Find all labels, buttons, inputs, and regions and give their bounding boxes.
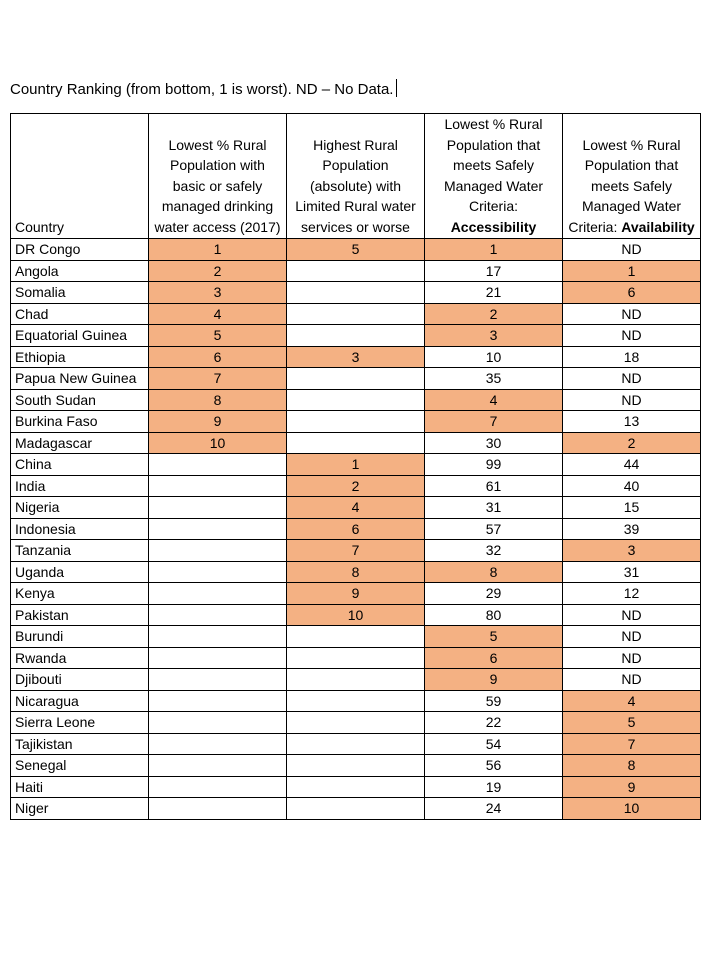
availability-cell: 10 [563, 798, 701, 820]
limited-services-cell [287, 647, 425, 669]
country-cell: Rwanda [11, 647, 149, 669]
table-row [11, 733, 701, 755]
header-row [11, 114, 701, 239]
accessibility-cell: 99 [425, 454, 563, 476]
accessibility-cell: 22 [425, 712, 563, 734]
table-row [11, 411, 701, 433]
basic-access-cell: 2 [149, 260, 287, 282]
limited-services-cell [287, 690, 425, 712]
limited-services-cell: 3 [287, 346, 425, 368]
country-ranking-table [10, 113, 701, 820]
text-cursor [396, 79, 397, 97]
availability-cell: ND [563, 325, 701, 347]
header-basic-access: Lowest % Rural Population with basic or safely managed drinking water access (2017) [149, 114, 287, 239]
availability-cell: ND [563, 604, 701, 626]
limited-services-cell: 9 [287, 583, 425, 605]
basic-access-cell: 3 [149, 282, 287, 304]
table-row [11, 626, 701, 648]
accessibility-cell: 3 [425, 325, 563, 347]
country-cell: Nigeria [11, 497, 149, 519]
availability-cell: 2 [563, 432, 701, 454]
accessibility-cell: 17 [425, 260, 563, 282]
limited-services-cell [287, 733, 425, 755]
table-row [11, 239, 701, 261]
country-cell: Kenya [11, 583, 149, 605]
country-cell: Uganda [11, 561, 149, 583]
limited-services-cell [287, 411, 425, 433]
limited-services-cell: 4 [287, 497, 425, 519]
availability-cell: 15 [563, 497, 701, 519]
accessibility-cell: 59 [425, 690, 563, 712]
table-row [11, 669, 701, 691]
accessibility-cell: 6 [425, 647, 563, 669]
country-cell: Nicaragua [11, 690, 149, 712]
table-row [11, 346, 701, 368]
accessibility-cell: 24 [425, 798, 563, 820]
availability-cell: ND [563, 669, 701, 691]
limited-services-cell: 7 [287, 540, 425, 562]
country-cell: Angola [11, 260, 149, 282]
accessibility-cell: 10 [425, 346, 563, 368]
availability-cell: 9 [563, 776, 701, 798]
table-row [11, 540, 701, 562]
table-row [11, 712, 701, 734]
limited-services-cell [287, 798, 425, 820]
table-row [11, 325, 701, 347]
availability-cell: 3 [563, 540, 701, 562]
accessibility-cell: 8 [425, 561, 563, 583]
table-row [11, 432, 701, 454]
basic-access-cell [149, 604, 287, 626]
country-cell: South Sudan [11, 389, 149, 411]
availability-cell: 4 [563, 690, 701, 712]
accessibility-cell: 30 [425, 432, 563, 454]
limited-services-cell [287, 325, 425, 347]
header-availability [563, 114, 701, 239]
basic-access-cell: 7 [149, 368, 287, 390]
availability-cell: ND [563, 303, 701, 325]
basic-access-cell: 8 [149, 389, 287, 411]
caption-text: Country Ranking (from bottom, 1 is worst). ND – No Data. [10, 81, 394, 98]
header-accessibility-prefix: Lowest % Rural Population that meets Safely Managed Water Criteria: [443, 116, 544, 214]
availability-cell: 18 [563, 346, 701, 368]
availability-cell: 7 [563, 733, 701, 755]
header-country: Country [11, 114, 149, 239]
table-row [11, 561, 701, 583]
limited-services-cell: 2 [287, 475, 425, 497]
country-cell: Djibouti [11, 669, 149, 691]
basic-access-cell [149, 518, 287, 540]
basic-access-cell [149, 690, 287, 712]
basic-access-cell [149, 540, 287, 562]
basic-access-cell [149, 776, 287, 798]
accessibility-cell: 57 [425, 518, 563, 540]
country-cell: Ethiopia [11, 346, 149, 368]
header-accessibility [425, 114, 563, 239]
accessibility-cell: 80 [425, 604, 563, 626]
table-row [11, 798, 701, 820]
country-cell: DR Congo [11, 239, 149, 261]
table-row [11, 260, 701, 282]
accessibility-cell: 35 [425, 368, 563, 390]
availability-cell: 40 [563, 475, 701, 497]
limited-services-cell: 6 [287, 518, 425, 540]
availability-cell: 31 [563, 561, 701, 583]
header-availability-bold: Availability [621, 218, 695, 235]
table-row [11, 389, 701, 411]
country-cell: Tajikistan [11, 733, 149, 755]
availability-cell: ND [563, 368, 701, 390]
country-cell: Burkina Faso [11, 411, 149, 433]
availability-cell: ND [563, 647, 701, 669]
country-cell: Niger [11, 798, 149, 820]
availability-cell: 6 [563, 282, 701, 304]
country-cell: Tanzania [11, 540, 149, 562]
accessibility-cell: 54 [425, 733, 563, 755]
accessibility-cell: 9 [425, 669, 563, 691]
availability-cell: 1 [563, 260, 701, 282]
table-row [11, 690, 701, 712]
basic-access-cell [149, 561, 287, 583]
limited-services-cell [287, 712, 425, 734]
availability-cell: ND [563, 239, 701, 261]
country-cell: Somalia [11, 282, 149, 304]
basic-access-cell [149, 733, 287, 755]
table-row [11, 303, 701, 325]
accessibility-cell: 32 [425, 540, 563, 562]
table-caption [10, 79, 397, 100]
accessibility-cell: 19 [425, 776, 563, 798]
table-row [11, 518, 701, 540]
accessibility-cell: 29 [425, 583, 563, 605]
country-cell: China [11, 454, 149, 476]
table-row [11, 454, 701, 476]
limited-services-cell: 1 [287, 454, 425, 476]
country-cell: Equatorial Guinea [11, 325, 149, 347]
accessibility-cell: 21 [425, 282, 563, 304]
accessibility-cell: 2 [425, 303, 563, 325]
accessibility-cell: 5 [425, 626, 563, 648]
table-row [11, 776, 701, 798]
basic-access-cell [149, 755, 287, 777]
basic-access-cell [149, 647, 287, 669]
limited-services-cell: 10 [287, 604, 425, 626]
limited-services-cell [287, 282, 425, 304]
basic-access-cell [149, 475, 287, 497]
limited-services-cell [287, 303, 425, 325]
accessibility-cell: 61 [425, 475, 563, 497]
table-body [11, 239, 701, 820]
limited-services-cell [287, 626, 425, 648]
table-row [11, 755, 701, 777]
table-row [11, 282, 701, 304]
basic-access-cell: 10 [149, 432, 287, 454]
table-row [11, 604, 701, 626]
availability-cell: 39 [563, 518, 701, 540]
availability-cell: 5 [563, 712, 701, 734]
basic-access-cell: 9 [149, 411, 287, 433]
basic-access-cell [149, 497, 287, 519]
header-accessibility-bold: Accessibility [450, 218, 537, 235]
limited-services-cell [287, 755, 425, 777]
basic-access-cell [149, 626, 287, 648]
limited-services-cell [287, 776, 425, 798]
country-cell: Senegal [11, 755, 149, 777]
availability-cell: 12 [563, 583, 701, 605]
availability-cell: 44 [563, 454, 701, 476]
basic-access-cell: 1 [149, 239, 287, 261]
country-cell: Pakistan [11, 604, 149, 626]
country-cell: Madagascar [11, 432, 149, 454]
limited-services-cell [287, 260, 425, 282]
basic-access-cell: 5 [149, 325, 287, 347]
availability-cell: 8 [563, 755, 701, 777]
limited-services-cell: 8 [287, 561, 425, 583]
header-availability-prefix: Lowest % Rural Population that meets Safely Managed Water Criteria: [568, 136, 682, 235]
table-row [11, 368, 701, 390]
country-cell: Papua New Guinea [11, 368, 149, 390]
header-limited-services: Highest Rural Population (absolute) with Limited Rural water services or worse [287, 114, 425, 239]
limited-services-cell [287, 368, 425, 390]
basic-access-cell [149, 798, 287, 820]
table-row [11, 497, 701, 519]
availability-cell: 13 [563, 411, 701, 433]
country-cell: Chad [11, 303, 149, 325]
basic-access-cell [149, 712, 287, 734]
basic-access-cell [149, 583, 287, 605]
accessibility-cell: 56 [425, 755, 563, 777]
limited-services-cell [287, 389, 425, 411]
limited-services-cell: 5 [287, 239, 425, 261]
table-row [11, 583, 701, 605]
accessibility-cell: 7 [425, 411, 563, 433]
limited-services-cell [287, 432, 425, 454]
table-row [11, 475, 701, 497]
accessibility-cell: 4 [425, 389, 563, 411]
availability-cell: ND [563, 389, 701, 411]
basic-access-cell: 4 [149, 303, 287, 325]
country-cell: Indonesia [11, 518, 149, 540]
country-cell: Haiti [11, 776, 149, 798]
availability-cell: ND [563, 626, 701, 648]
table-row [11, 647, 701, 669]
accessibility-cell: 1 [425, 239, 563, 261]
country-cell: Burundi [11, 626, 149, 648]
country-cell: India [11, 475, 149, 497]
accessibility-cell: 31 [425, 497, 563, 519]
limited-services-cell [287, 669, 425, 691]
basic-access-cell [149, 669, 287, 691]
basic-access-cell: 6 [149, 346, 287, 368]
basic-access-cell [149, 454, 287, 476]
country-cell: Sierra Leone [11, 712, 149, 734]
